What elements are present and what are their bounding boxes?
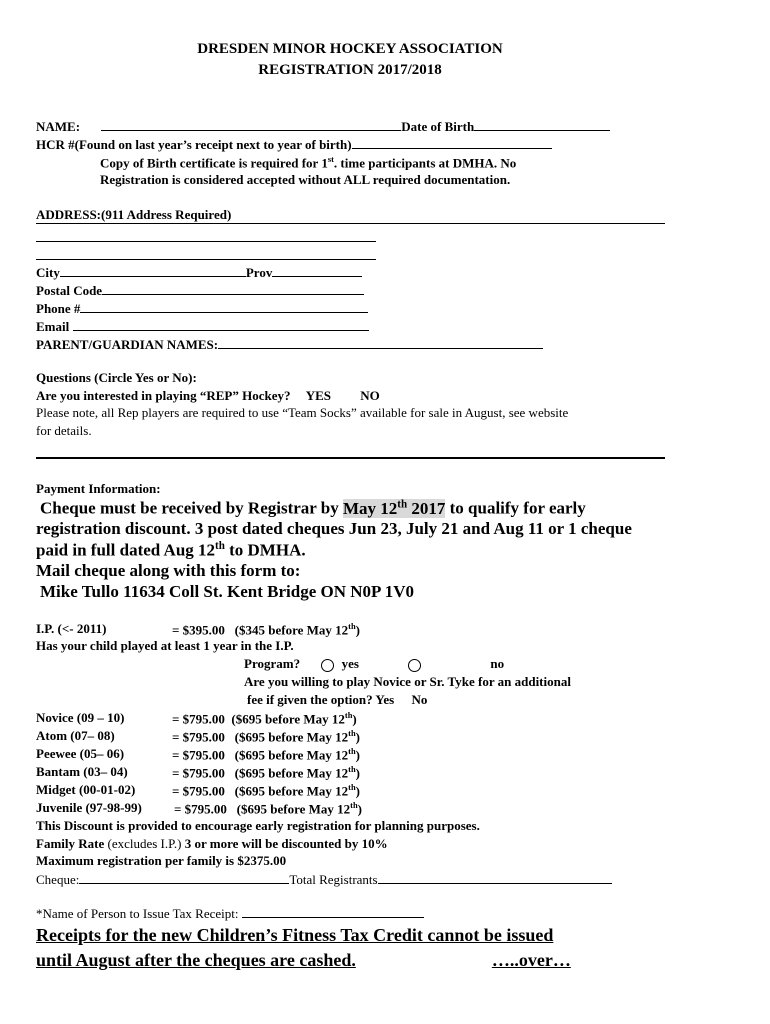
ip-early-price: ($345 before May 12 (234, 622, 349, 638)
name-field[interactable] (101, 118, 401, 131)
email-label: Email (36, 319, 70, 334)
close-paren: ) (355, 765, 361, 781)
footer-line-2 (36, 950, 571, 971)
rep-no-option[interactable]: NO (360, 388, 380, 403)
division-early-price: ($695 before May 12 (234, 765, 349, 781)
tax-receipt-field[interactable] (242, 905, 424, 918)
close-paren: ) (352, 711, 357, 727)
birth-cert-note-2: Registration is considered accepted without ALL required documentation. (100, 172, 511, 187)
division-price: = $795.00 (172, 783, 225, 799)
division-label: Bantam (03– 04) (36, 764, 128, 779)
payment-line-1-tail: to qualify for early (445, 498, 586, 518)
rep-yes-option[interactable]: YES (305, 388, 332, 403)
name-row (36, 118, 610, 135)
program-yes-label: yes (341, 656, 359, 671)
city-field[interactable] (60, 264, 246, 277)
email-field[interactable] (73, 318, 369, 331)
discount-note: This Discount is provided to encourage early registration for planning purposes. (36, 818, 480, 833)
page-title: REGISTRATION 2017/2018 (258, 62, 442, 78)
willing-yes-option[interactable]: fee if given the option? Yes (247, 692, 395, 707)
rep-question-row (36, 388, 380, 404)
close-paren: ) (355, 747, 361, 763)
superscript: th (348, 621, 356, 631)
close-paren: ) (355, 622, 361, 638)
division-price-row (172, 746, 360, 763)
division-price-row (172, 764, 360, 781)
superscript: th (344, 710, 353, 720)
superscript: th (348, 782, 356, 792)
superscript: th (215, 540, 225, 552)
footer-line-1: Receipts for the new Children’s Fitness Tax Credit cannot be issued (36, 925, 554, 945)
deadline-highlight (343, 499, 445, 518)
postal-row (36, 282, 364, 299)
program-no-radio[interactable] (408, 659, 421, 672)
close-paren: ) (357, 801, 363, 817)
deadline-date: May 12 (343, 498, 398, 518)
birth-cert-note-1-text: Copy of Birth certificate is required for 1 (100, 155, 328, 171)
division-label: Peewee (05– 06) (36, 746, 125, 761)
over-indicator: …..over… (491, 950, 571, 970)
birth-cert-note-1-tail: . time participants at DMHA. No (333, 155, 517, 171)
division-price: = $795.00 (174, 801, 227, 817)
division-price: = $795.00 (172, 711, 225, 727)
willing-line-1: Are you willing to play Novice or Sr. Tyke for an additional (244, 674, 571, 689)
payment-line-4: Mail cheque along with this form to: (36, 561, 301, 580)
willing-line-2 (247, 692, 427, 708)
ip-price: = $395.00 (172, 622, 225, 638)
phone-field[interactable] (80, 300, 368, 313)
payment-line-3-text: paid in full dated Aug 12 (36, 540, 216, 560)
division-early-price: ($695 before May 12 (231, 711, 345, 727)
postal-field[interactable] (102, 282, 364, 295)
superscript: st (327, 154, 334, 164)
division-label: Atom (07– 08) (36, 728, 115, 743)
close-paren: ) (355, 783, 361, 799)
division-price: = $795.00 (172, 729, 225, 745)
section-divider (36, 457, 665, 459)
division-early-price: ($695 before May 12 (234, 729, 349, 745)
prov-field[interactable] (272, 264, 362, 277)
payment-line-3-tail: to DMHA. (224, 540, 306, 560)
family-rate-label: Family Rate (36, 836, 105, 851)
city-row (36, 264, 362, 281)
division-early-price: ($695 before May 12 (236, 801, 351, 817)
city-label: City (36, 265, 60, 280)
payment-line-2: registration discount. 3 post dated cheques Jun 23, July 21 and Aug 11 or 1 cheque (36, 519, 632, 538)
dob-label: Date of Birth (401, 119, 475, 134)
division-early-price: ($695 before May 12 (234, 783, 349, 799)
superscript: th (348, 764, 356, 774)
name-label: NAME: (36, 119, 81, 134)
division-price-row (172, 782, 360, 799)
prov-label: Prov (245, 265, 273, 280)
rep-question: Are you interested in playing “REP” Hockey? (36, 388, 291, 403)
hcr-label: HCR #(Found on last year’s receipt next to year of birth) (36, 137, 352, 152)
superscript: th (397, 498, 408, 510)
parent-field[interactable] (218, 336, 543, 349)
birth-cert-note-1 (100, 154, 516, 171)
rep-note-1: Please note, all Rep players are required to use “Team Socks” available for sale in August, see website (36, 405, 569, 420)
program-row (244, 656, 504, 672)
payment-line-3 (36, 540, 306, 561)
cheque-label: Cheque: (36, 872, 80, 887)
deadline-year: 2017 (407, 498, 446, 518)
email-row (36, 318, 369, 335)
mailing-address: Mike Tullo 11634 Coll St. Kent Bridge ON N0P 1V0 (40, 582, 415, 601)
family-rate-exclusion: (excludes I.P.) (104, 836, 185, 851)
division-price-row (172, 710, 357, 727)
payment-heading: Payment Information: (36, 481, 161, 496)
ip-price-row (172, 621, 360, 638)
family-rate-row (36, 836, 388, 852)
close-paren: ) (355, 729, 361, 745)
dob-field[interactable] (474, 118, 610, 131)
address-line-3[interactable] (36, 259, 376, 260)
tax-receipt-label: *Name of Person to Issue Tax Receipt: (36, 906, 242, 921)
division-early-price: ($695 before May 12 (234, 747, 349, 763)
hcr-field[interactable] (352, 136, 552, 149)
phone-label: Phone # (36, 301, 81, 316)
division-price: = $795.00 (172, 747, 225, 763)
division-label: Novice (09 – 10) (36, 710, 125, 725)
division-price-row (172, 728, 360, 745)
superscript: th (348, 746, 356, 756)
superscript: th (350, 800, 358, 810)
hcr-row (36, 136, 552, 153)
ip-label: I.P. (<- 2011) (36, 621, 107, 636)
program-yes-radio[interactable] (321, 659, 334, 672)
total-registrants-label: Total Registrants (289, 872, 378, 887)
max-registration: Maximum registration per family is $2375.00 (36, 853, 287, 868)
payment-line-1-text: Cheque must be received by Registrar by (40, 498, 343, 518)
program-label: Program? (244, 656, 301, 671)
willing-no-option[interactable]: No (411, 692, 428, 707)
ip-played-question: Has your child played at least 1 year in the I.P. (36, 638, 294, 653)
cheque-row (36, 871, 612, 888)
payment-line-1 (40, 498, 586, 519)
parent-row (36, 336, 543, 353)
cheque-field[interactable] (79, 871, 289, 884)
family-rate-discount: 3 or more will be discounted by 10% (184, 836, 388, 851)
division-label: Juvenile (97-98-99) (36, 800, 142, 815)
division-label: Midget (00-01-02) (36, 782, 136, 797)
address-label: ADDRESS:(911 Address Required) (36, 207, 232, 222)
total-registrants-field[interactable] (378, 871, 612, 884)
tax-receipt-row (36, 905, 424, 922)
superscript: th (348, 728, 356, 738)
org-title: DRESDEN MINOR HOCKEY ASSOCIATION (197, 41, 503, 57)
division-price: = $795.00 (172, 765, 225, 781)
phone-row (36, 300, 368, 317)
address-line-1[interactable] (36, 223, 665, 224)
parent-label: PARENT/GUARDIAN NAMES: (36, 337, 219, 352)
program-no-label: no (490, 656, 505, 671)
division-price-row (174, 800, 362, 817)
footer-line-2-text: until August after the cheques are cashed. (36, 950, 356, 970)
questions-heading: Questions (Circle Yes or No): (36, 370, 197, 385)
postal-label: Postal Code (36, 283, 103, 298)
rep-note-2: for details. (36, 423, 92, 438)
address-line-2[interactable] (36, 241, 376, 242)
